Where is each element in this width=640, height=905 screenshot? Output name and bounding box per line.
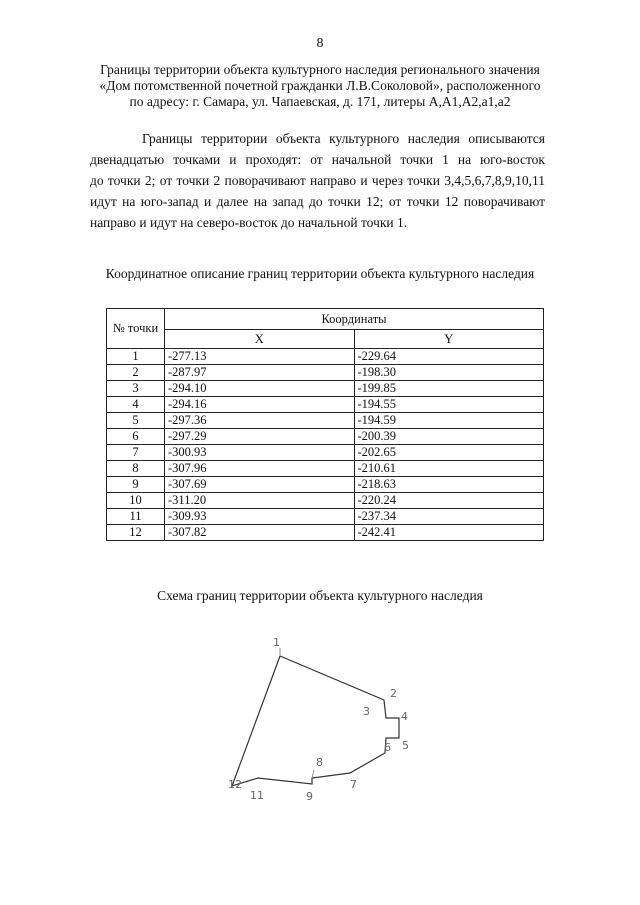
table-row: [107, 365, 544, 381]
point-number-cell: 2: [107, 365, 165, 381]
point-label: 2: [390, 687, 397, 700]
point-label: 5: [402, 739, 409, 752]
table-row: [107, 445, 544, 461]
point-number-cell: 12: [107, 525, 165, 541]
x-coordinate-cell: -307.96: [165, 461, 355, 477]
page-number: 8: [316, 36, 324, 51]
title-line: «Дом потомственной почетной гражданки Л.В.Соколовой», расположенного: [99, 78, 541, 93]
y-coordinate-cell: -199.85: [354, 381, 544, 397]
y-coordinate-cell: -194.59: [354, 413, 544, 429]
point-number-cell: 9: [107, 477, 165, 493]
title-line: Границы территории объекта культурного наследия регионального значения: [100, 62, 540, 77]
coordinates-table-body: [107, 349, 544, 541]
table-row: [107, 397, 544, 413]
point-label: 4: [401, 710, 408, 723]
point-label: 9: [306, 790, 313, 803]
point-number-cell: 7: [107, 445, 165, 461]
x-coordinate-cell: -307.69: [165, 477, 355, 493]
column-header-x: X: [165, 330, 355, 349]
point-number-cell: 10: [107, 493, 165, 509]
y-coordinate-cell: -198.30: [354, 365, 544, 381]
table-row: [107, 413, 544, 429]
y-coordinate-cell: -229.64: [354, 349, 544, 365]
table-row: [107, 461, 544, 477]
table-row: [107, 381, 544, 397]
y-coordinate-cell: -242.41: [354, 525, 544, 541]
x-coordinate-cell: -311.20: [165, 493, 355, 509]
point-number-cell: 8: [107, 461, 165, 477]
document-title: [90, 62, 550, 110]
table-row: [107, 477, 544, 493]
x-coordinate-cell: -297.36: [165, 413, 355, 429]
x-coordinate-cell: -300.93: [165, 445, 355, 461]
column-header-coordinates: Координаты: [165, 309, 544, 330]
y-coordinate-cell: -210.61: [354, 461, 544, 477]
table-row: [107, 509, 544, 525]
column-header-point: № точки: [107, 309, 165, 349]
point-label: 3: [363, 705, 370, 718]
description-line: двенадцатью точками и проходят: от начальной точки 1 на юго-восток: [90, 152, 545, 167]
point-number-cell: 6: [107, 429, 165, 445]
table-row: [107, 429, 544, 445]
x-coordinate-cell: -294.16: [165, 397, 355, 413]
boundary-description: [90, 128, 545, 233]
table-heading: Координатное описание границ территории объекта культурного наследия: [105, 266, 535, 281]
point-label: 7: [350, 778, 357, 791]
x-coordinate-cell: -277.13: [165, 349, 355, 365]
point-label: 1: [273, 636, 280, 649]
point-number-cell: 1: [107, 349, 165, 365]
x-coordinate-cell: -297.29: [165, 429, 355, 445]
point-label: 6: [384, 741, 391, 754]
title-line: по адресу: г. Самара, ул. Чапаевская, д. 171, литеры А,А1,А2,а1,а2: [129, 94, 511, 109]
x-coordinate-cell: -287.97: [165, 365, 355, 381]
description-line: Границы территории объекта культурного наследия описываются: [142, 131, 545, 146]
y-coordinate-cell: -202.65: [354, 445, 544, 461]
point-label: 11: [250, 789, 264, 802]
y-coordinate-cell: -200.39: [354, 429, 544, 445]
description-line: до точки 2; от точки 2 поворачивают направо и через точки 3,4,5,6,7,8,9,10,11: [90, 173, 545, 188]
point-label: 8: [316, 756, 323, 769]
y-coordinate-cell: -220.24: [354, 493, 544, 509]
point-number-cell: 11: [107, 509, 165, 525]
description-line: идут на юго-запад и далее на запад до точки 12; от точки 12 поворачивают: [90, 194, 545, 209]
scheme-heading: Схема границ территории объекта культурного наследия: [157, 588, 483, 603]
table-row: [107, 525, 544, 541]
point-label: 12: [228, 778, 242, 791]
coordinates-table: [106, 308, 544, 541]
y-coordinate-cell: -218.63: [354, 477, 544, 493]
point-number-cell: 5: [107, 413, 165, 429]
point-number-cell: 4: [107, 397, 165, 413]
table-row: [107, 349, 544, 365]
boundary-scheme: [210, 630, 440, 820]
point-number-cell: 3: [107, 381, 165, 397]
x-coordinate-cell: -309.93: [165, 509, 355, 525]
y-coordinate-cell: -194.55: [354, 397, 544, 413]
column-header-y: Y: [354, 330, 544, 349]
description-line: направо и идут на северо-восток до начальной точки 1.: [90, 215, 408, 230]
y-coordinate-cell: -237.34: [354, 509, 544, 525]
x-coordinate-cell: -307.82: [165, 525, 355, 541]
x-coordinate-cell: -294.10: [165, 381, 355, 397]
table-row: [107, 493, 544, 509]
